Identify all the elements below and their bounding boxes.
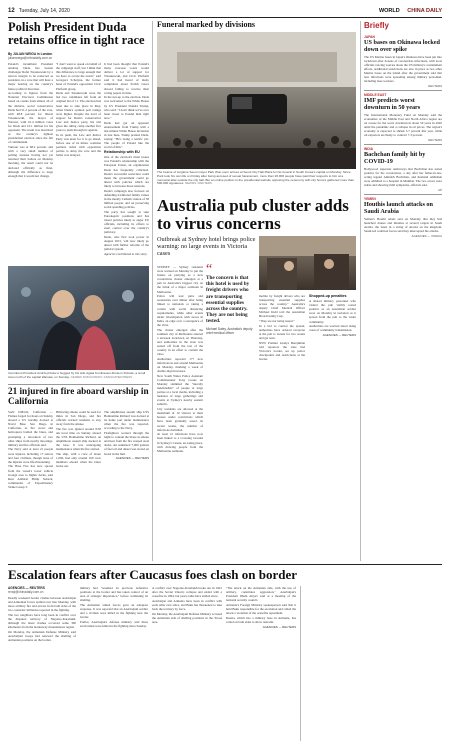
caucasus-column-4 (226, 586, 296, 741)
poland-byline-name: By JULIAN WEIGA in London (8, 52, 53, 56)
paragraph: Duda's campaign also focused on defending traditional family values in the mostly Catholic nation of 38 million people, and on preserving social spending policies. (104, 188, 149, 209)
section-name: WORLD (378, 8, 400, 14)
paragraph: Police will tour pubs and restaurants over dinner after being linked to nationals or taking a certain with social distancing requirements, while other events under investigation with stores in India, an edge over a resurgence of the virus. (157, 294, 203, 327)
column-divider (152, 21, 153, 561)
photo-silhouettes (8, 266, 149, 370)
caption-text: Incumbent President Andrzej Duda is hugged by his wife Agata Kornhauser-Duda in Pultusk, a small town north of the capital Warsaw, on Sunday. (8, 371, 146, 379)
paragraph: Deadly weekend border clashes between Azerbaijan and Armenian forces spilled over into Monday, with more artillery fire and arrows from both sides of the two countries' militaries reported in the fighting. (8, 596, 76, 613)
warship-column-3 (104, 410, 149, 560)
australia-deck: Outbreak at Sydney hotel brings police warning: no large events in Victoria cases (157, 236, 256, 258)
brief-headline: IMF predicts worst downturn in 50 years (364, 97, 421, 111)
caucasus-byline (8, 586, 78, 594)
paragraph: The Base Fire has now spread from the vessel's lower vehicle storage area to higher decks, said Rear Admiral Philip Sobeck, commander of Expeditionary Strike Group 3. (8, 464, 53, 489)
brief-tag: MIDDLE EAST (364, 93, 387, 98)
pull-quote-attribution: Michael Daley, Australia's deputy chief medical officer (206, 326, 253, 335)
paragraph: Armenia's Foreign Ministry spokesperson said that it held Baku responsible for the escalation and called the attack a violation of the ceasefire agreement. (226, 602, 296, 616)
poland-photo (8, 266, 149, 370)
paragraph: The two neighbors have long been in conflict over the disputed territory of Nagorno-Karabakh, although the latest clashes occurred some 300 kilometers from the breakaway mountainous region. (8, 612, 76, 630)
poland-photo-caption (8, 372, 149, 380)
paragraph: The cluster emerged after the southern city of Melbourne entered a sixweek lockdown on Thursday, and authorities in the state was sealed off from the rest of the country in an effort to contain the virus. (157, 327, 203, 357)
brief-source: REUTERS (428, 84, 442, 89)
paragraph: One of the election's main issues was Poland's relationship with the European Union, an organization Duda has frequently criticized. Duda's successful reelection could mean the government could go ahead with policies which are likely to increase those tensions. (104, 155, 149, 188)
briefly-title: Briefly (364, 21, 389, 30)
divider (364, 90, 442, 91)
caucasus-column-2 (80, 586, 148, 741)
byline: AGENCIES — REUTERS (322, 333, 356, 338)
australia-pull-quote (206, 262, 254, 335)
australia-photo (259, 236, 356, 290)
paragraph: In the run-up to the election, Duda was welcomed to the White House by US President Donald Trump, who said: "I don't think we've ever been closer to Poland than right now." (104, 95, 149, 120)
poland-headline: Polish President Duda retains office in tight race (8, 20, 145, 48)
warship-headline: 21 injured in fire aboard warship in California (8, 386, 149, 406)
warship-column-1 (8, 410, 53, 560)
section-rule (8, 564, 442, 565)
brief-headline: Houthis launch attacks on Saudi Arabia (364, 200, 433, 215)
paragraph: The fire was ignited around 8:30 am local time on Sunday aboard the USS Bonhomme Richard, an amphibious assault ship docked at the base. It was undergoing maintenance when the fire started. (56, 426, 101, 452)
paragraph: A conflict over Nagorno-Karabakh broke out in 1991 after the Soviet Union's collapse and ended with a ceasefire in 1994, but peace talks have stalled since. (152, 586, 222, 599)
paragraph: At least 21 infections have now been linked to a Crossing Ground in Sydney's Casula, an eating place, with drawing people from the Melbourne outbreak. (157, 432, 203, 453)
caucasus-byline-name: AGENCIES — REUTERS (8, 586, 45, 590)
paragraph: In a bid to control the spread, authorities have ordered everyone at the pub to isolate for two weeks and get tests. (259, 323, 305, 341)
paragraph: New South Wales Police Assistant Commissioner Tony Cooke on Monday slammed the "morally indefensible" of people at large parties at a local media, including a business of large gatherings and events at Sydney's nearby eastern suburbs. (157, 373, 203, 407)
paragraph: On Monday, the Armenian Defense Ministry said Azerbaijani troops had renewed the shelling of Armenian positions on the border. (8, 629, 76, 643)
paragraph: The Armenian armed forces gave an adequate response. It was reported that an Azerbaijani soldier and a civilian were killed in the fighting near the border. (80, 602, 148, 620)
paragraph: The Navy said at least 21 people were injured, including 17 sailors and four civilians, though none of the injuries were life-threatening. (8, 447, 53, 464)
paragraph: "I don't want to speak on behalf of the campaign staff, but I think that this difference is large enough that we have to accept the result," said Grzegorz Schetyna, the former head of Poland's opposition Civic Platform group. (56, 62, 101, 91)
caption-text: The hearse of longtime Seoul mayor Park Won-soon arrives at Seoul City Hall Plaza for his funeral in South Korea's capital on Monday. Since Park took his own life on Friday after being accused of sexual harassment, more than 20,000 people have paid their respects to him at a memorial altar outside the city hall. But an online petition to the presidential website opposing the ceremony with city honors gathered more than 500,000 signatures. (157, 170, 355, 186)
divider (364, 194, 442, 195)
paragraph: SYDNEY — Sydney residents were warned on Monday to put the brakes on partying as a new coronavirus cluster emerged at a pub in Australia's biggest city on the brink of a major outbreak in Melbourne. (157, 265, 203, 294)
brief-headline: Bachchan family hit by COVID-19 (364, 150, 426, 165)
brief-headline: US bases on Okinawa locked down over spike (364, 39, 440, 53)
paragraph: Authorities are worried about rising cases of community transmission. (309, 324, 356, 333)
australia-column-1 (157, 265, 203, 561)
paragraph: Firefighters worked through the night to contain the blaze as smoke and heat from the fire warped steel decks. An estimated 7,000 gallons of fuel oil and diesel was stored on board in the hull. (104, 431, 149, 456)
paragraph: City residents are allowed at the maximum of 10 visitors to their houses under restrictions which have been gradually eased. In recent weeks, the number of infections dwindled. (157, 407, 203, 432)
poland-subhead: Relationship with EU (104, 150, 140, 155)
australia-headline: Australia pub cluster adds to virus concerns (157, 196, 349, 233)
paragraph: Earlier, Azerbaijan's defense ministry said three servicemen were killed in the fighting since Sunday. (80, 619, 148, 629)
caucasus-email[interactable]: renqi@chinadaily.com.cn (8, 590, 44, 594)
paragraph: Turnout was at 68.2 percent, and with a very small number of polling stations having not yet returned their ballots on Monday morning, the result could not be declared officially as final, although the difference is large enough that it would not change. (8, 145, 53, 178)
divider (8, 384, 149, 385)
pull-quote-text: The concern is that this hotel is used by freight drivers who are transporting essential supplies across the country. They are not being tested. (206, 275, 250, 325)
byline: AGENCIES — REUTERS (262, 624, 296, 629)
divider (364, 144, 442, 145)
brief-item (364, 197, 442, 238)
brief-body: Yemen's Houthi rebels said on Monday that they had launched drones and missiles at several targets in Saudi Arabia, the latest in a string of attacks on the kingdom. Saudi-led coalition forces said they intercepted the attacks. (364, 216, 442, 233)
quote-mark-icon: “ (206, 262, 213, 277)
paragraph: Russia, which has a military base in Armenia, has called on both sides to show restraint. (226, 615, 296, 624)
brief-tag: INDIA (364, 146, 373, 151)
funeral-photo (157, 32, 356, 169)
paragraph: Billowing smoke could be seen for miles in San Diego, and fire officials warned residents to stay away from the smoke. (56, 410, 101, 427)
paragraph: "The attack on the Armenian side, with the use of artillery, constitutes aggression," Azerbaijan's President Ilham Aliyev said at a meeting of the national security council. (226, 586, 296, 603)
brief-body: The International Monetary Fund on Monday said the economies of the Middle East and North Africa region are on course for the worst downturn in about 50 years in 2020 amid the pandemic and a collapse in oil prices. The region's economy is expected to shrink 5.7 percent this year, while oil exporters are likely to contract 7.3 percent. (364, 112, 442, 137)
poland-byline (8, 52, 148, 60)
funeral-caption (157, 171, 356, 186)
paragraph: Duda had got an apparent endorsement from Trump with a last-minute White House invitation in late June. Trump praised Duda, saying: "He's doing a terrific job. The people of Poland like the world of him." (104, 120, 149, 150)
caucasus-headline: Escalation fears after Caucasus foes clash on border (8, 567, 297, 582)
brief-item (364, 35, 442, 88)
paragraph: The ship, with a crew of about 1,000, had only around 160 crew members aboard when the blaze broke out. (56, 452, 101, 469)
brief-source: AP (438, 187, 442, 192)
caucasus-column-3 (152, 586, 222, 741)
masthead (379, 8, 442, 14)
caucasus-column-1 (8, 596, 76, 741)
paragraph: It had been thought that Poland's many overseas voters would deliver a lot of support for Trzaskowski, and Civic Platform said it had heard of many complaints about Polish voters abroad failing to receive their voting papers in time. (104, 62, 149, 95)
warship-column-2 (56, 410, 101, 560)
paragraph: Poland's incumbent President Andrzej Duda has beaten challenger Rafal Trzaskowski by a narrow margin to be reelected as president, in a vote that will have a major bearing on the country's future political direction. (8, 62, 53, 91)
briefly-list (364, 33, 442, 561)
paragraph: A shared military personnel who visited the pub visibly tested positive as an Australian soldier were on Monday in isolation as it spread from the pub to the wider community. (309, 299, 356, 324)
brief-tag: JAPAN (364, 35, 375, 39)
funeral-headline: Funeral marked by divisions (157, 20, 256, 29)
poland-column-2 (56, 62, 101, 262)
brief-source: REUTERS (428, 137, 442, 142)
poland-column-3 (104, 62, 149, 262)
page-date: Tuesday, July 14, 2020 (18, 8, 70, 14)
poland-column-1 (8, 62, 53, 262)
paragraph: In its push, the Law and Justice Party was keen for it to go ahead, before one of its minor coalition partners sided with opposition parties to delay the vote and the ballot was delayed. (56, 132, 101, 158)
photo-credit: NEWSIS / REUTERS (185, 181, 212, 186)
paragraph: According to figures from the National Electoral Commission based on counts from almost all of the districts, social conservative Duda had 51.2 percent of the vote, with 48.8 percent for liberal Trzaskowski, the mayor of Warsaw, with 10.4 million votes for Duda and 10.1 million for his opponent. The result was described as the country's tightest presidential election since the fall of communism. (8, 91, 53, 145)
byline: AGENCIES — REUTERS (115, 456, 149, 461)
paragraph: Authorities reported 177 new infections in and around Melbourne on Monday, marking a week of double-digit increases. (157, 356, 203, 374)
paragraph: "They are not being tested." (259, 319, 295, 324)
brief-item (364, 93, 442, 142)
paragraph: The party has sought to take Euroskeptic positions and has raised policies likely to anger EU officials, including its efforts to exert control over the country's judiciary. (104, 209, 149, 235)
poland-email[interactable]: julianweiga@chinadaily.com.cn (8, 56, 53, 60)
photo-credit: CZAREK SOKOLOWSKI / ASSOCIATED PRESS (70, 374, 132, 379)
australia-column-3 (259, 294, 305, 561)
column-divider (360, 21, 361, 561)
paragraph: Duda, who first took power in August 2015, will now likely go ahead with further reforms of the judicial system. (104, 234, 149, 252)
column-divider (300, 586, 301, 741)
paragraph: military had "resumed its previous defensive positions at the border and has taken control of an area of strategic importance," before continuing its shelling. (80, 586, 148, 603)
masthead-name: CHINA DAILY (407, 8, 442, 14)
source-note: Agencies contributed to this story. (104, 251, 148, 256)
australia-subhead: Shopped-up penalties (309, 294, 347, 298)
brief-source: AGENCIES — XINHUA (411, 233, 442, 238)
funeral-scene (157, 32, 356, 169)
paragraph: NSW Premier Gladys Berejiklian told reporters the state had Victoria's border, set up police checkpoints and restrictions at the border. (259, 340, 305, 362)
paragraph: Duda and Trzaskowski were the last two candidates left from an original list of 11. The election had been due to take place in May, when Duda's opinion poll ratings were higher. Despite the level of support for Duda's conservative Law and Justice party, his win gives the ruling camp another five years to push through its agenda. (56, 91, 101, 133)
page-number: 12 (8, 8, 15, 14)
header-rule (8, 17, 442, 18)
paragraph: mobile by freight drivers who are transporting essential supplies across the country," Australia's deputy Chief Medical Officer Michael Kidd told the Australian Broadcasting Corp. (259, 294, 305, 319)
brief-item (364, 147, 442, 192)
paragraph: SAN DIEGO, California — Flames forged for hours on Sunday aboard a US warship docked at Naval Base San Diego in California, as fire crews and helicopters battled the blaze, and prompting a relocation of two other ships from nearby moorings, military and fire officials said. (8, 410, 53, 447)
pub-scene (259, 236, 356, 290)
brief-tag: YEMEN (364, 196, 376, 201)
australia-column-4 (309, 294, 356, 561)
paragraph: On Monday, the Azerbaijani Defense Ministry accused the Armenian side of shelling positions in the Tovuz area. (152, 611, 222, 624)
paragraph: The amphibious assault ship USS Bonhomme Richard was docked at its home port under maintenance when the fire was reported, according to the Navy. (104, 410, 149, 431)
paragraph: Azerbaijan and Armenia have been in conflict with each other ever since, and Baku has threatened to take back the territory by force. (152, 598, 222, 612)
brief-body: The US Marine bases in Japan's Okinawa have been put into lockdown after dozens of coronavirus infections, with local officials voicing worries about the US military's containment efforts. Additional restrictions are also in place at two other Marine bases on the island after the government said that new infections were spreading among military personnel, including base workers. (364, 54, 442, 83)
brief-body: Bollywood superstar Aishwarya Rai Bachchan has tested positive for the coronavirus, a day after her father-in-law, acting legend Amitabh Bachchan, and husband Abhishek were admitted to a hospital in Mumbai. The two actors were stable and showing mild symptoms, officials said. (364, 166, 442, 187)
page-header (8, 6, 442, 16)
